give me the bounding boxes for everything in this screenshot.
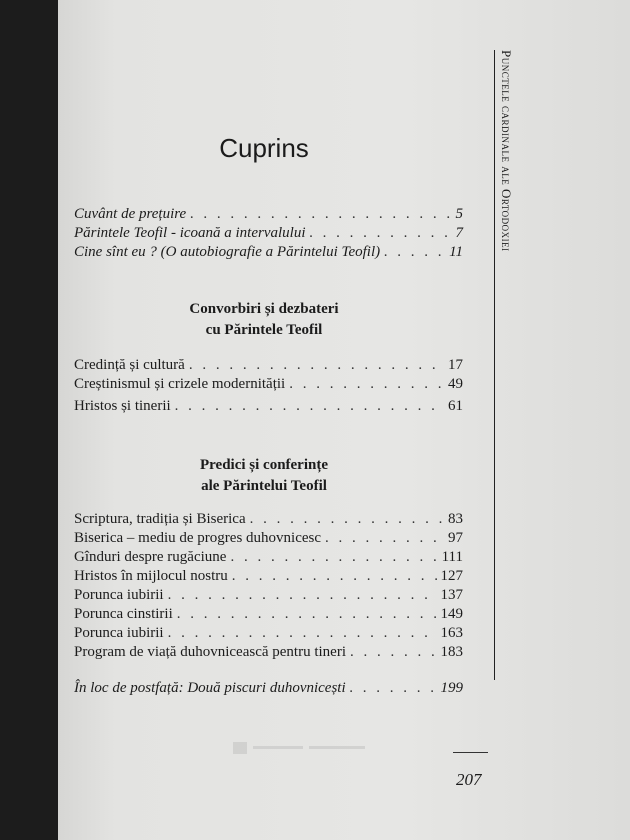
toc-entry-page: 183 xyxy=(440,644,463,660)
toc-entry-page: 61 xyxy=(448,398,463,414)
toc-entry-page: 127 xyxy=(440,568,463,584)
toc-entry-label: Porunca cinstirii xyxy=(74,606,173,622)
toc-entry-label: Gînduri despre rugăciune xyxy=(74,549,227,565)
toc-entry xyxy=(74,586,463,604)
toc-entry xyxy=(74,397,463,415)
toc-entry xyxy=(74,548,463,566)
toc-leader-dots xyxy=(175,397,444,415)
toc-entry-label: Credință și cultură xyxy=(74,357,185,373)
toc-entry-page: 163 xyxy=(440,625,463,641)
toc-entry xyxy=(74,510,463,528)
toc-entry xyxy=(74,679,463,697)
toc-entry xyxy=(74,567,463,585)
toc-entry-label: Porunca iubirii xyxy=(74,625,164,641)
toc-leader-dots xyxy=(325,529,444,547)
page-number: 207 xyxy=(456,770,482,789)
toc-entry-label: Hristos și tinerii xyxy=(74,398,171,414)
toc-entry-label: Cine sînt eu ? (O autobiografie a Părintelui Teofil) xyxy=(74,244,381,260)
toc-entry-label: Creștinismul și crizele modernității xyxy=(74,376,286,392)
section-heading-line: ale Părintelui Teofil xyxy=(201,478,327,494)
toc-entry-label: Scriptura, tradiția și Biserica xyxy=(74,511,246,527)
toc-entry-page: 83 xyxy=(448,511,463,527)
toc-leader-dots xyxy=(350,643,437,661)
section-heading-line: Convorbiri și dezbateri xyxy=(189,301,339,317)
toc-entry xyxy=(74,624,463,642)
toc-entry-label: Hristos în mijlocul nostru xyxy=(74,568,228,584)
toc-entry-label: Cuvânt de prețuire xyxy=(74,206,187,222)
toc-leader-dots xyxy=(250,510,444,528)
book-page xyxy=(58,0,630,840)
toc-entry-page: 11 xyxy=(449,244,463,260)
toc-leader-dots xyxy=(168,624,437,642)
running-head xyxy=(494,50,522,680)
toc-leader-dots xyxy=(168,586,437,604)
toc-entry-page: 49 xyxy=(448,376,463,392)
toc-leader-dots xyxy=(230,548,437,566)
toc-entry-page: 199 xyxy=(440,680,463,696)
toc-entry-page: 137 xyxy=(440,587,463,603)
toc-entry xyxy=(74,643,463,661)
toc-entry-page: 5 xyxy=(455,206,463,222)
show-through-mark xyxy=(233,738,368,758)
toc-entry-label: Program de viață duhovnicească pentru tineri xyxy=(74,644,346,660)
toc-leader-dots xyxy=(232,567,437,585)
toc-leader-dots xyxy=(289,375,444,393)
toc-entry-page: 149 xyxy=(440,606,463,622)
toc-leader-dots xyxy=(350,679,437,697)
toc-leader-dots xyxy=(384,243,445,261)
toc-entry-label: Porunca iubirii xyxy=(74,587,164,603)
toc-leader-dots xyxy=(310,224,452,242)
page-title: Cuprins xyxy=(219,133,309,163)
running-head-rule xyxy=(494,50,495,680)
toc-entry-page: 97 xyxy=(448,530,463,546)
section-heading-line: Predici și conferințe xyxy=(199,457,329,473)
toc-entry-label: Biserica – mediu de progres duhovnicesc xyxy=(74,530,322,546)
toc-entry-page: 17 xyxy=(448,357,463,373)
toc-entry-page: 7 xyxy=(455,225,463,241)
toc-entry xyxy=(74,375,463,393)
toc-entry xyxy=(74,529,463,547)
running-head-text: Punctele cardinale ale Ortodoxiei xyxy=(499,50,514,252)
toc-leader-dots xyxy=(189,356,444,374)
toc-entry xyxy=(74,356,463,374)
toc-entry xyxy=(74,224,463,242)
toc-entry xyxy=(74,243,463,261)
section-heading-line: cu Părintele Teofil xyxy=(205,322,323,338)
section-heading xyxy=(58,299,470,341)
toc-entry-label: Părintele Teofil - icoană a intervalului xyxy=(74,225,306,241)
toc-entry xyxy=(74,605,463,623)
toc-leader-dots xyxy=(177,605,437,623)
section-heading xyxy=(58,455,470,497)
toc-entry xyxy=(74,205,463,223)
toc-leader-dots xyxy=(190,205,451,223)
toc-entry-page: 111 xyxy=(441,549,463,565)
footer-rule xyxy=(453,752,488,753)
toc-entry-label: În loc de postfață: Două piscuri duhovnicești xyxy=(74,680,346,696)
